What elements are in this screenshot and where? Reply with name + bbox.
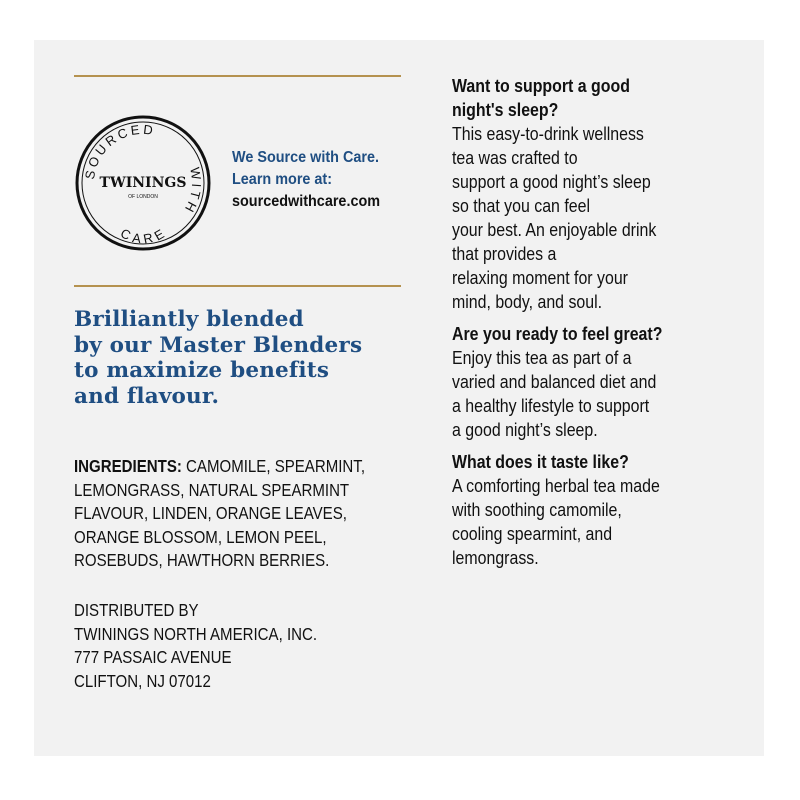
benefits-column	[452, 74, 744, 578]
distributor-block	[74, 599, 404, 693]
sleep-answer-line: tea was crafted to	[452, 147, 578, 168]
headline-line: Brilliantly blended	[74, 307, 304, 332]
headline-line: and flavour.	[74, 383, 220, 409]
headline-line: to maximize benefits	[74, 358, 330, 383]
headline-line: by our Master Blenders	[74, 332, 363, 358]
feel-great-answer-line: a good night’s sleep.	[452, 419, 598, 440]
feel-great-section	[452, 322, 744, 442]
headline	[74, 307, 404, 409]
ingredients-line: FLAVOUR, LINDEN, ORANGE LEAVES,	[74, 503, 347, 523]
top-divider	[74, 75, 401, 77]
seal-brand: TWININGS	[99, 175, 187, 191]
sourced-with-care-seal-icon	[74, 114, 212, 252]
middle-divider	[74, 285, 401, 287]
sleep-answer-line: your best. An enjoyable drink	[452, 219, 657, 240]
taste-answer-line: lemongrass.	[452, 547, 539, 568]
ingredients-first-line: CAMOMILE, SPEARMINT,	[181, 456, 366, 476]
taste-answer-line: cooling spearmint, and	[452, 523, 613, 544]
taste-question: What does it taste like?	[452, 451, 629, 472]
ingredients-line: LEMONGRASS, NATURAL SPEARMINT	[74, 479, 350, 500]
feel-great-question: Are you ready to feel great?	[452, 323, 663, 344]
source-line-1: We Source with Care.	[232, 149, 379, 166]
ingredients-line: ROSEBUDS, HAWTHORN BERRIES.	[74, 550, 330, 570]
seal-top-text: SOURCED	[81, 121, 157, 181]
sleep-answer-line: support a good night’s sleep	[452, 171, 651, 192]
source-url: sourcedwithcare.com	[232, 193, 381, 210]
ingredients-line: ORANGE BLOSSOM, LEMON PEEL,	[74, 526, 327, 547]
seal-bottom-text: CARE	[118, 224, 171, 247]
sleep-question: night's sleep?	[452, 99, 559, 120]
taste-section	[452, 450, 744, 570]
sleep-answer-line: This easy-to-drink wellness	[452, 123, 644, 144]
source-line-2: Learn more at:	[232, 171, 333, 188]
feel-great-answer-line: a healthy lifestyle to support	[452, 395, 650, 416]
distributor-line: TWININGS NORTH AMERICA, INC.	[74, 623, 318, 644]
sleep-question: Want to support a good	[452, 75, 630, 96]
taste-answer-line: with soothing camomile,	[452, 499, 622, 520]
sleep-answer-line: so that you can feel	[452, 195, 590, 216]
sleep-section	[452, 74, 744, 314]
ingredients-label: INGREDIENTS:	[74, 456, 182, 476]
source-with-care-text	[232, 147, 390, 213]
taste-answer-line: A comforting herbal tea made	[452, 475, 660, 496]
seal-right-text: WITH	[180, 166, 205, 218]
seal-sub-brand: OF LONDON	[128, 194, 158, 200]
feel-great-answer-line: Enjoy this tea as part of a	[452, 347, 632, 368]
distributor-line: 777 PASSAIC AVENUE	[74, 647, 232, 667]
sleep-answer-line: mind, body, and soul.	[452, 291, 603, 312]
feel-great-answer-line: varied and balanced diet and	[452, 371, 657, 392]
ingredients-block	[74, 455, 404, 573]
distributor-line: CLIFTON, NJ 07012	[74, 670, 211, 691]
sleep-answer-line: relaxing moment for your	[452, 267, 628, 288]
sleep-answer-line: that provides a	[452, 243, 557, 264]
distributor-line: DISTRIBUTED BY	[74, 600, 199, 620]
